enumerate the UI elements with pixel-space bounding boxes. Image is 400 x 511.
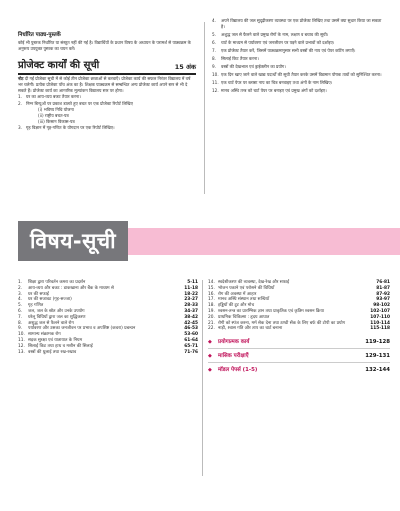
toc-row: 17. मानव अस्थि संस्थान तथा सन्धियाँ 93-97 [208,297,390,303]
toc-row: 7. घरेलू विधियों द्वारा जल का शुद्धिकरण 38-42 [18,314,198,320]
toc-row: 16. रोग की अवस्था में आहार 87-92 [208,291,390,297]
project-item: 5. अशुद्ध जल से फैलने वाले प्रमुख रोगों के नाम, लक्षण व बचाव की सूची। [212,32,329,38]
toc-left-column [18,280,198,355]
project-subitem: (ii) राष्ट्रीय बचत-पत्र [38,113,69,119]
row-divider [208,362,390,363]
project-list-right [212,18,386,94]
toc-row: 9. पर्यावरण और उसका जनजीवन पर प्रभाव व अपशिष्ट (कचरा) प्रबन्धन 46-53 [18,326,198,332]
project-subitem: (iii) किसान विकास-पत्र [38,119,75,125]
contents-banner-stripe [88,228,400,255]
toc-row: 6. जल, जल के स्रोत और उनके उपयोग 34-37 [18,308,198,314]
toc-row: 4. घर की सजावट (गृह-सज्जा) 23-27 [18,297,198,303]
toc-special-row: ◆ मासिक परीक्षाएँ 129-131 [208,352,390,359]
project-item: 7. एक प्रोजेक्ट तैयार करें, जिसमें पाठ्यक्रमानुसार सभी वस्त्रों की नाप एवं पेपर कटिंग लगाएँ। [212,48,356,54]
diamond-bullet-icon: ◆ [208,352,212,359]
toc-special-row: ◆ मॉडल पेपर्स (1-5) 132-144 [208,366,390,373]
toc-special-row: ◆ प्रयोगात्मक कार्य 119-128 [208,339,390,346]
toc-row: 21. रोगी को स्पंज करना, मर्म सेक देना तथा ठण्डी सेंक के लिए बर्फ की टोपी का प्रयोग 110-114 [208,320,390,326]
toc-row: 12. सिलाई किट तथा हाथ व मशीन की सिलाई 65-71 [18,343,198,349]
project-item: 9. वस्त्रों की देखभाल एवं ड्राईक्लीन का प्रयोग। [212,64,286,70]
project-note [18,76,196,95]
toc-row: 8. अशुद्ध जल से फैलने वाले रोग 42-45 [18,320,198,326]
toc-row: 2. आय-व्यय और बजट : डाकखाना और बैंक के माध्यम से 11-18 [18,285,198,291]
syllabus-left-column [18,18,196,132]
project-list-left [18,94,196,131]
project-item: 12. मानव अस्थि तन्त्र को चार्ट पेपर पर बनाइए एवं प्रमुख अंगों को दर्शाइए। [212,88,327,94]
toc-row: 1. शिक्षा द्वारा परिवर्तन कमरा का प्रदर्शन 5-11 [18,280,198,285]
toc-row: 11. सड़क सुरक्षा एवं यातायात के नियम 61-64 [18,337,198,343]
toc-row: 14. स्वदेशीकरण की व्यवस्था, देख-रेख और सफाई 76-81 [208,280,390,285]
toc-row: 13. वस्त्रों की धुलाई तथा रख-रखाव 71-76 [18,349,198,355]
syllabus-section [18,18,386,196]
note-text: दी गई प्रोजेक्ट सूची में से कोई तीन प्रोजेक्ट छात्राओं से करवाएँ। प्रोजेक्ट कार्य की सफल निरंतर विद्यालय में वर्ष भर चलेगी। प्रत्येक प्रोजेक्ट पाँच अंक का है। शिक्षक पाठ्यक्रम से सम्बन्धित अन्य प्रोजेक्ट कार्य अपने स्तर से भी दे सकते हैं। प्रोजेक्ट कार्य का आन्तरिक मूल्यांकन विद्यालय स्तर पर होगा। [18,75,191,94]
project-item: 11. एक चार्ट पेपर पर ब्लास्ट नाप का चित्र बनवाइए तथा अंगों के नाम लिखिए। [212,80,333,86]
project-item: 4. अपने विद्यालय की जल सुदृढ़ीकरण व्यवस्था पर एक प्रोजेक्ट लिखिए तथा उसमें क्या सुधार किया जा सकता है। [212,18,382,30]
toc-row: 20. प्राथमिक चिकित्सा : हृदय आघात 107-110 [208,314,390,320]
toc-row: 3. घर की सफाई 18-22 [18,291,198,297]
project-list-title: प्रोजेक्ट कार्यों की सूची [18,60,100,72]
contents-title: विषय-सूची [29,229,117,253]
project-item: 2. निम्न बिन्दुओं पर प्रकाश डालते हुए बचत पर एक प्रोजेक्ट रिपोर्ट लिखिए [18,100,133,106]
toc-row: 22. नाड़ी, श्वास गति और ताप का चार्ट बनाना 115-118 [208,326,390,332]
project-item: 10. एक दिन खाए जाने वाले खाद्य पदार्थों की सूची तैयार करके उसमें विद्यमान पोषक तत्वों को सुनिश्चित करना। [212,72,382,78]
title-divider [18,73,196,74]
column-divider [204,22,205,194]
project-item: 8. सिलाई किट तैयार करना। [212,56,259,62]
project-item: 3. गृह विज्ञान में गृह-गणित के योगदान पर एक रिपोर्ट लिखिए। [18,125,115,131]
project-marks: 15 अंक [174,63,196,72]
note-label: नोट [18,75,24,81]
toc-row: 10. सामान्य संक्रामक रोग 53-60 [18,332,198,338]
toc-row: 5. गृह गणित 28-33 [18,303,198,309]
contents-banner [18,221,128,261]
toc-row: 18. हड्डियों की टूट और मोच 98-102 [208,303,390,309]
project-item: 1. घर का आय-व्यय बजट तैयार करना। [18,94,81,100]
table-of-contents [18,280,390,480]
project-title-row [18,60,196,72]
toc-row: 15. भोजन पकाने एवं परोसने की विधियाँ 81-87 [208,285,390,291]
prescribed-books-heading: निर्धारित पाठ्य-पुस्तकें [18,32,61,38]
toc-row: 19. श्वसन-तन्त्र का प्रारम्भिक ज्ञान तथा प्राकृतिक एवं कृत्रिम श्वसन क्रिया 102-107 [208,308,390,314]
diamond-bullet-icon: ◆ [208,339,212,346]
diamond-bullet-icon: ◆ [208,366,212,373]
prescribed-books-text: कोई भी पुस्तक निर्धारित या संस्तुत नहीं की गई है। विद्यार्थियों के प्रधान विषय के अध्ययन के परामर्श से पाठ्यक्रम के अनुरूप उपयुक्त पुस्तक का चयन करें। [18,40,191,52]
toc-special-sections [208,338,390,375]
toc-right-column [208,280,390,375]
project-subitem: (i) भविष्य निधि योजना [38,106,74,112]
row-divider [208,348,390,349]
toc-divider [202,280,203,476]
syllabus-right-column [212,18,386,96]
project-item: 6. चार्ट के माध्यम से पर्यावरण एवं जनजीवन पर पड़ने वाले प्रभावों को दर्शाइए। [212,40,335,46]
